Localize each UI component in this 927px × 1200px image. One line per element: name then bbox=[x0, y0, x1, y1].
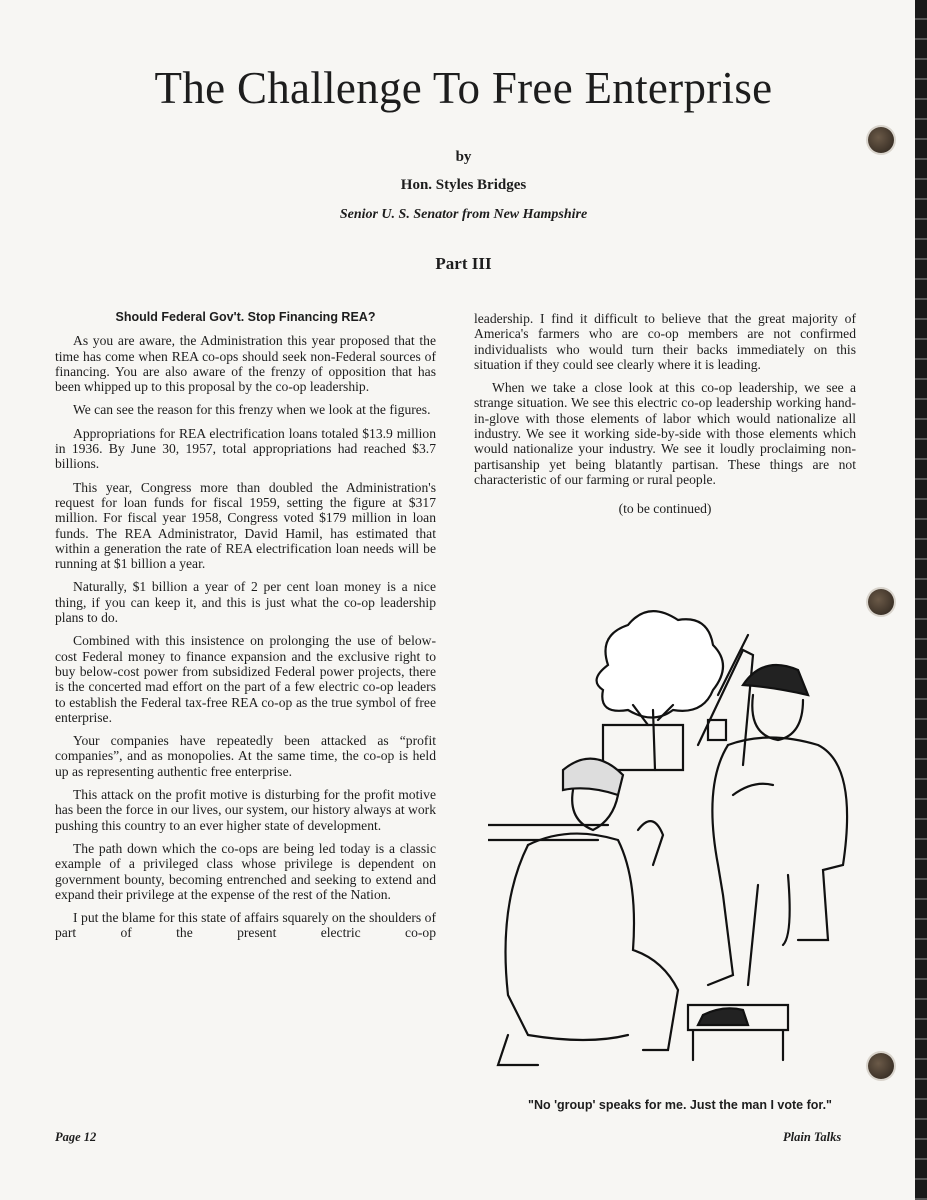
publication-name: Plain Talks bbox=[783, 1130, 842, 1144]
right-column bbox=[474, 311, 856, 525]
left-column bbox=[55, 310, 436, 949]
paragraph: This year, Congress more than doubled the Administration's request for loan funds for fiscal 1959, setting the figure at $317 million. For fiscal year 1958, Congress voted $179 million in loan funds. The REA Administrator, David Hamil, has estimated that within a generation the rate of REA electrification loan needs will be running at $1 billion a year. bbox=[55, 479, 436, 572]
page-number: Page 12 bbox=[55, 1130, 97, 1144]
illustration-two-farmers bbox=[488, 595, 913, 1080]
illustration-caption: "No 'group' speaks for me. Just the man I vote for." bbox=[528, 1098, 832, 1112]
paragraph: This attack on the profit motive is disturbing for the profit motive has been the force in our lives, our system, our history always at work pushing this country to an ever higher state of development. bbox=[55, 787, 436, 833]
part-label: Part III bbox=[435, 254, 492, 273]
paragraph: The path down which the co-ops are being led today is a classic example of a privileged class whose privilege is dependent on government bounty, becoming entrenched and seeking to extend and expand their privilege at the expense of the rest of the Nation. bbox=[55, 840, 436, 902]
to-be-continued: (to be continued) bbox=[618, 501, 712, 517]
paragraph: leadership. I find it difficult to believe that the great majority of America's farmers who are co-op members are not confirmed individualists who would turn their backs immediately on this situation if they could see clearly where it is leading. bbox=[474, 311, 856, 372]
section-subheading: Should Federal Gov't. Stop Financing REA? bbox=[115, 310, 376, 324]
paragraph: Appropriations for REA electrification loans totaled $13.9 million in 1936. By June 30, 1957, total appropriations had reached $3.7 billions. bbox=[55, 425, 436, 472]
paragraph: Combined with this insistence on prolonging the use of below-cost Federal money to finance expansion and the exclusive right to buy below-cost power from subsidized Federal power projects, there is the concerted mad effort on the part of a few electric co-op leaders to establish the Federal tax-free REA co-op as the true symbol of free enterprise. bbox=[55, 633, 436, 725]
paragraph: As you are aware, the Administration this year proposed that the time has come when REA co-ops should seek non-Federal sources of financing. You are also aware of the frenzy of opposition that has been whipped up to this proposal by the co-op leadership. bbox=[55, 333, 436, 395]
byline-by: by bbox=[455, 149, 472, 165]
article-title: The Challenge To Free Enterprise bbox=[154, 63, 773, 113]
paragraph: We can see the reason for this frenzy when we look at the figures. bbox=[73, 402, 431, 418]
author-name: Hon. Styles Bridges bbox=[400, 177, 527, 193]
paragraph: I put the blame for this state of affairs squarely on the shoulders of part of the present electric co-op bbox=[55, 910, 436, 941]
paragraph: Naturally, $1 billion a year of 2 per cent loan money is a nice thing, if you can keep it, and this is just what the co-op leadership plans to do. bbox=[55, 579, 436, 626]
paragraph: When we take a close look at this co-op leadership, we see a strange situation. We see this electric co-op leadership working hand-in-glove with those elements of labor which would nationalize all industry. We see it working side-by-side with those elements which would nationalize your industry. We see it loudly proclaiming non-partisanship yet being blatantly partisan. These things are not characteristic of our farming or rural people. bbox=[474, 380, 856, 487]
author-affiliation: Senior U. S. Senator from New Hampshire bbox=[339, 207, 588, 222]
paragraph: Your companies have repeatedly been attacked as “profit companies”, and as monopolies. At the same time, the co-op is held up as representing authentic free enterprise. bbox=[55, 733, 436, 779]
